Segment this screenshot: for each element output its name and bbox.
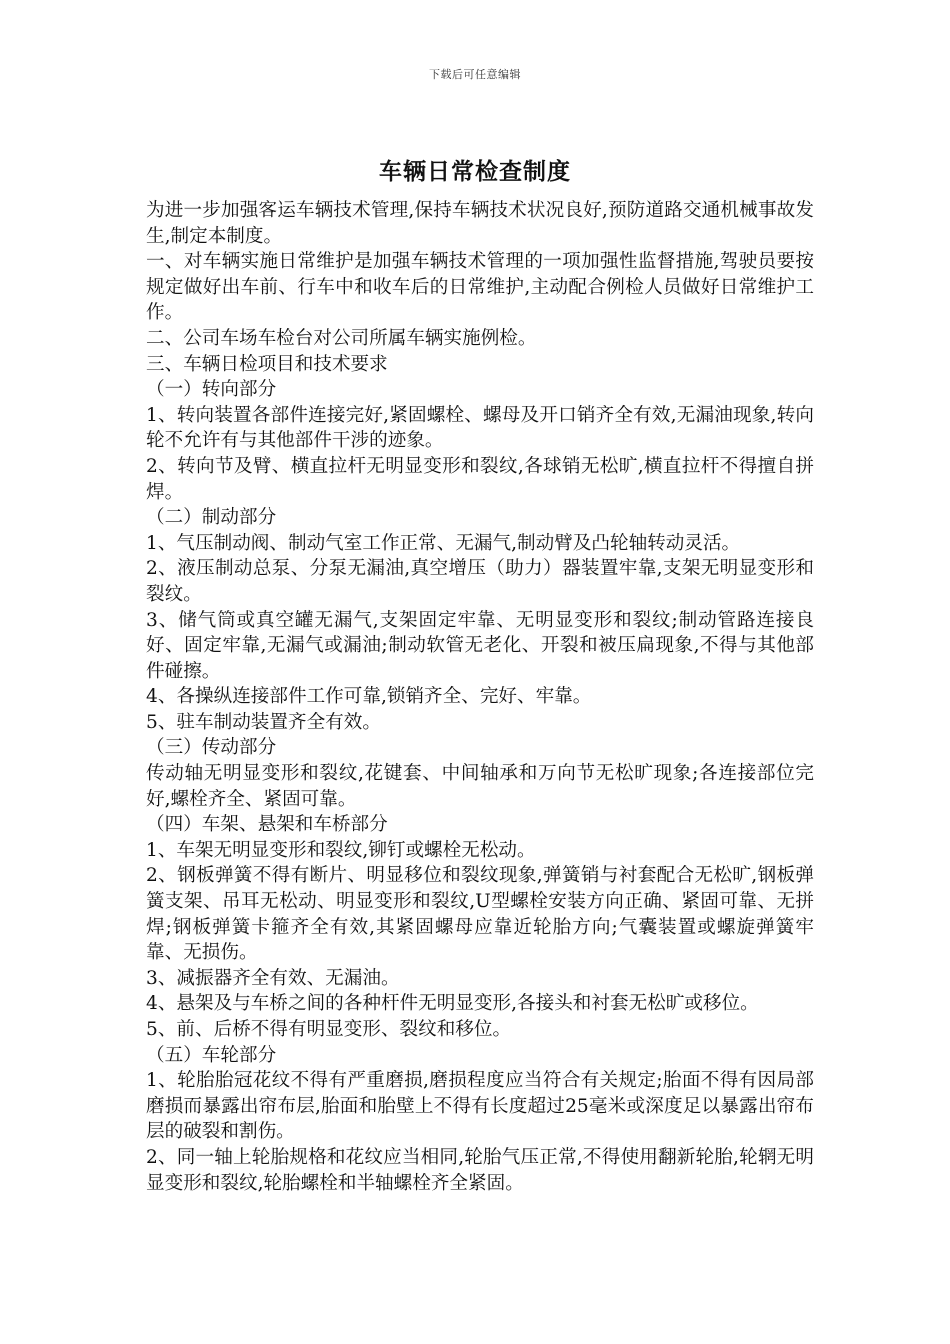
section-heading-frame-suspension-axle: （四）车架、悬架和车桥部分 — [146, 814, 388, 836]
section-heading-transmission: （三）传动部分 — [146, 737, 277, 759]
paragraph-item-1: 一、对车辆实施日常维护是加强车辆技术管理的一项加强性监督措施,驾驶员要按规定做好出车前、行车中和收车后的日常维护,主动配合例检人员做好日常维护工作。 — [146, 251, 814, 324]
frame-item-5: 5、前、后桥不得有明显变形、裂纹和移位。 — [146, 1019, 512, 1040]
braking-item-1: 1、气压制动阀、制动气室工作正常、无漏气,制动臂及凸轮轴转动灵活。 — [146, 532, 741, 554]
frame-item-2: 2、钢板弹簧不得有断片、明显移位和裂纹现象,弹簧销与衬套配合无松旷,钢板弹簧支架、吊耳无松动、明显变形和裂纹,U型螺栓安装方向正确、紧固可靠、无拼焊;钢板弹簧卡箍齐全有效,其紧固螺母应靠近轮胎方向;气囊装置或螺旋弹簧牢靠、无损伤。 — [146, 865, 814, 964]
wheels-item-1: 1、轮胎胎冠花纹不得有严重磨损,磨损程度应当符合有关规定;胎面不得有因局部磨损而暴露出帘布层,胎面和胎壁上不得有长度超过25毫米或深度足以暴露出帘布层的破裂和割伤。 — [146, 1070, 814, 1143]
section-heading-steering: （一）转向部分 — [146, 379, 277, 401]
section-heading-wheels: （五）车轮部分 — [146, 1044, 277, 1066]
braking-item-2: 2、液压制动总泵、分泵无漏油,真空增压（助力）器装置牢靠,支架无明显变形和裂纹。 — [146, 558, 814, 605]
document-body — [146, 198, 814, 1196]
frame-item-4: 4、悬架及与车桥之间的各种杆件无明显变形,各接头和衬套无松旷或移位。 — [146, 993, 759, 1015]
transmission-item: 传动轴无明显变形和裂纹,花键套、中间轴承和万向节无松旷现象;各连接部位完好,螺栓齐全、紧固可靠。 — [146, 763, 814, 810]
frame-item-1: 1、车架无明显变形和裂纹,铆钉或螺栓无松动。 — [146, 839, 536, 861]
braking-item-4: 4、各操纵连接部件工作可靠,锁销齐全、完好、牢靠。 — [146, 686, 592, 708]
frame-item-3: 3、减振器齐全有效、无漏油。 — [146, 967, 400, 989]
paragraph-item-2: 二、公司车场车检台对公司所属车辆实施例检。 — [146, 327, 537, 349]
wheels-item-2: 2、同一轴上轮胎规格和花纹应当相同,轮胎气压正常,不得使用翻新轮胎,轮辋无明显变形和裂纹,轮胎螺栓和半轴螺栓齐全紧固。 — [146, 1146, 814, 1194]
page-header-note: 下载后可任意编辑 — [429, 68, 521, 81]
braking-item-5: 5、驻车制动装置齐全有效。 — [146, 711, 381, 733]
document-title: 车辆日常检查制度 — [379, 159, 571, 185]
section-heading-braking: （二）制动部分 — [146, 507, 277, 529]
steering-item-1: 1、转向装置各部件连接完好,紧固螺栓、螺母及开口销齐全有效,无漏油现象,转向轮不允许有与其他部件干涉的迹象。 — [146, 404, 814, 452]
braking-item-3: 3、储气筒或真空罐无漏气,支架固定牢靠、无明显变形和裂纹;制动管路连接良好、固定牢靠,无漏气或漏油;制动软管无老化、开裂和被压扁现象,不得与其他部件碰擦。 — [146, 609, 814, 682]
steering-item-2: 2、转向节及臂、横直拉杆无明显变形和裂纹,各球销无松旷,横直拉杆不得擅自拼焊。 — [146, 455, 814, 503]
paragraph-item-3: 三、车辆日检项目和技术要求 — [146, 353, 388, 375]
paragraph-intro: 为进一步加强客运车辆技术管理,保持车辆技术状况良好,预防道路交通机械事故发生,制定本制度。 — [146, 200, 814, 247]
